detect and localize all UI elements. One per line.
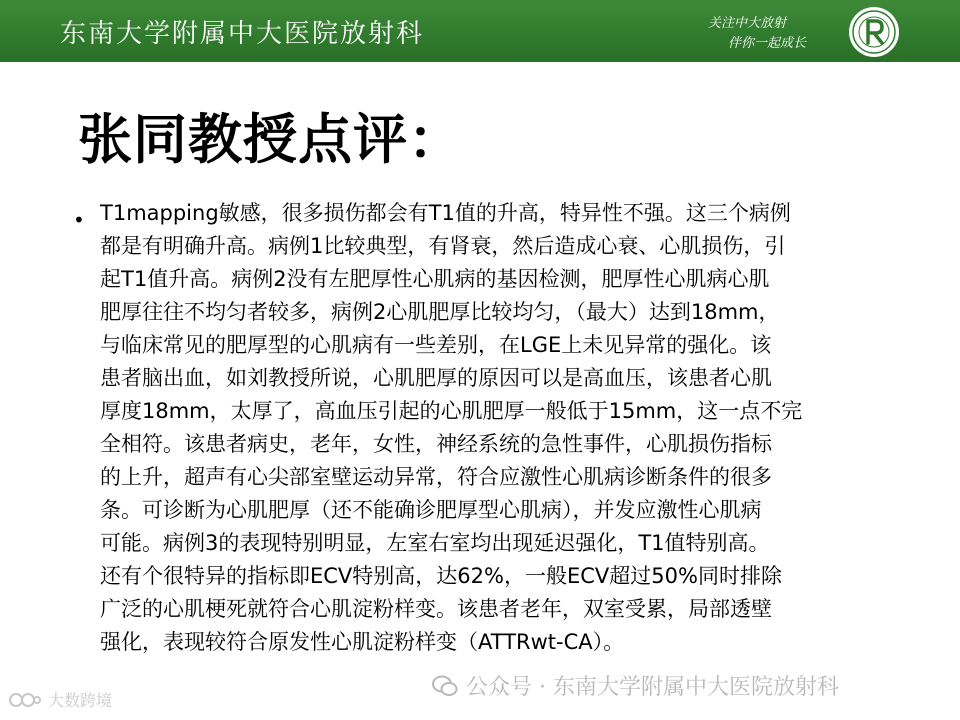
hospital-logo-icon xyxy=(848,6,900,58)
comment-line: 患者脑出血，如刘教授所说，心肌肥厚的原因可以是高血压，该患者心肌 xyxy=(100,366,772,390)
slide-title: 张同教授点评： xyxy=(78,108,463,171)
comment-line: 可能。病例3的表现特别明显，左室右室均出现延迟强化，T1值特别高。 xyxy=(100,531,770,555)
comment-line: T1mapping敏感，很多损伤都会有T1值的升高，特异性不强。这三个病例 xyxy=(100,201,791,225)
wechat-watermark-text: 公众号 · 东南大学附属中大医院放射科 xyxy=(466,675,839,700)
wechat-icon xyxy=(432,675,458,697)
comment-line: 的上升，超声有心尖部室壁运动异常，符合应激性心肌病诊断条件的很多 xyxy=(100,465,772,489)
comment-line: 强化，表现较符合原发性心肌淀粉样变（ATTRwt-CA）。 xyxy=(100,630,625,654)
comment-line: 厚度18mm，太厚了，高血压引起的心肌肥厚一般低于15mm，这一点不完 xyxy=(100,399,803,423)
bullet-marker: • xyxy=(73,208,85,232)
wechat-watermark xyxy=(432,670,839,701)
brand-watermark-text: 大数跨境 xyxy=(48,691,113,710)
comment-line: 都是有明确升高。病例1比较典型，有肾衰，然后造成心衰、心肌损伤，引 xyxy=(100,234,786,258)
brand-logo-icon xyxy=(8,691,42,709)
comment-paragraph xyxy=(100,197,890,659)
header-slogan xyxy=(708,14,806,54)
header-title: 东南大学附属中大医院放射科 xyxy=(60,19,425,49)
comment-line: 条。可诊断为心肌肥厚（还不能确诊肥厚型心肌病），并发应激性心肌病 xyxy=(100,498,762,522)
header-bar xyxy=(0,0,960,62)
comment-line: 还有个很特异的指标即ECV特别高，达62%，一般ECV超过50%同时排除 xyxy=(100,564,782,588)
comment-line: 起T1值升高。病例2没有左肥厚性心肌病的基因检测，肥厚性心肌病心肌 xyxy=(100,267,770,291)
comment-line: 与临床常见的肥厚型的心肌病有一些差别，在LGE上未见异常的强化。该 xyxy=(100,333,772,357)
slogan-line-1: 关注中大放射 xyxy=(708,16,787,31)
comment-line: 全相符。该患者病史，老年，女性，神经系统的急性事件，心肌损伤指标 xyxy=(100,432,772,456)
brand-watermark xyxy=(8,688,112,711)
comment-line: 肥厚往往不均匀者较多，病例2心肌肥厚比较均匀，（最大）达到18mm， xyxy=(100,300,780,324)
slogan-line-2: 伴你一起成长 xyxy=(728,36,807,51)
comment-line: 广泛的心肌梗死就符合心肌淀粉样变。该患者老年，双室受累，局部透壁 xyxy=(100,597,772,621)
